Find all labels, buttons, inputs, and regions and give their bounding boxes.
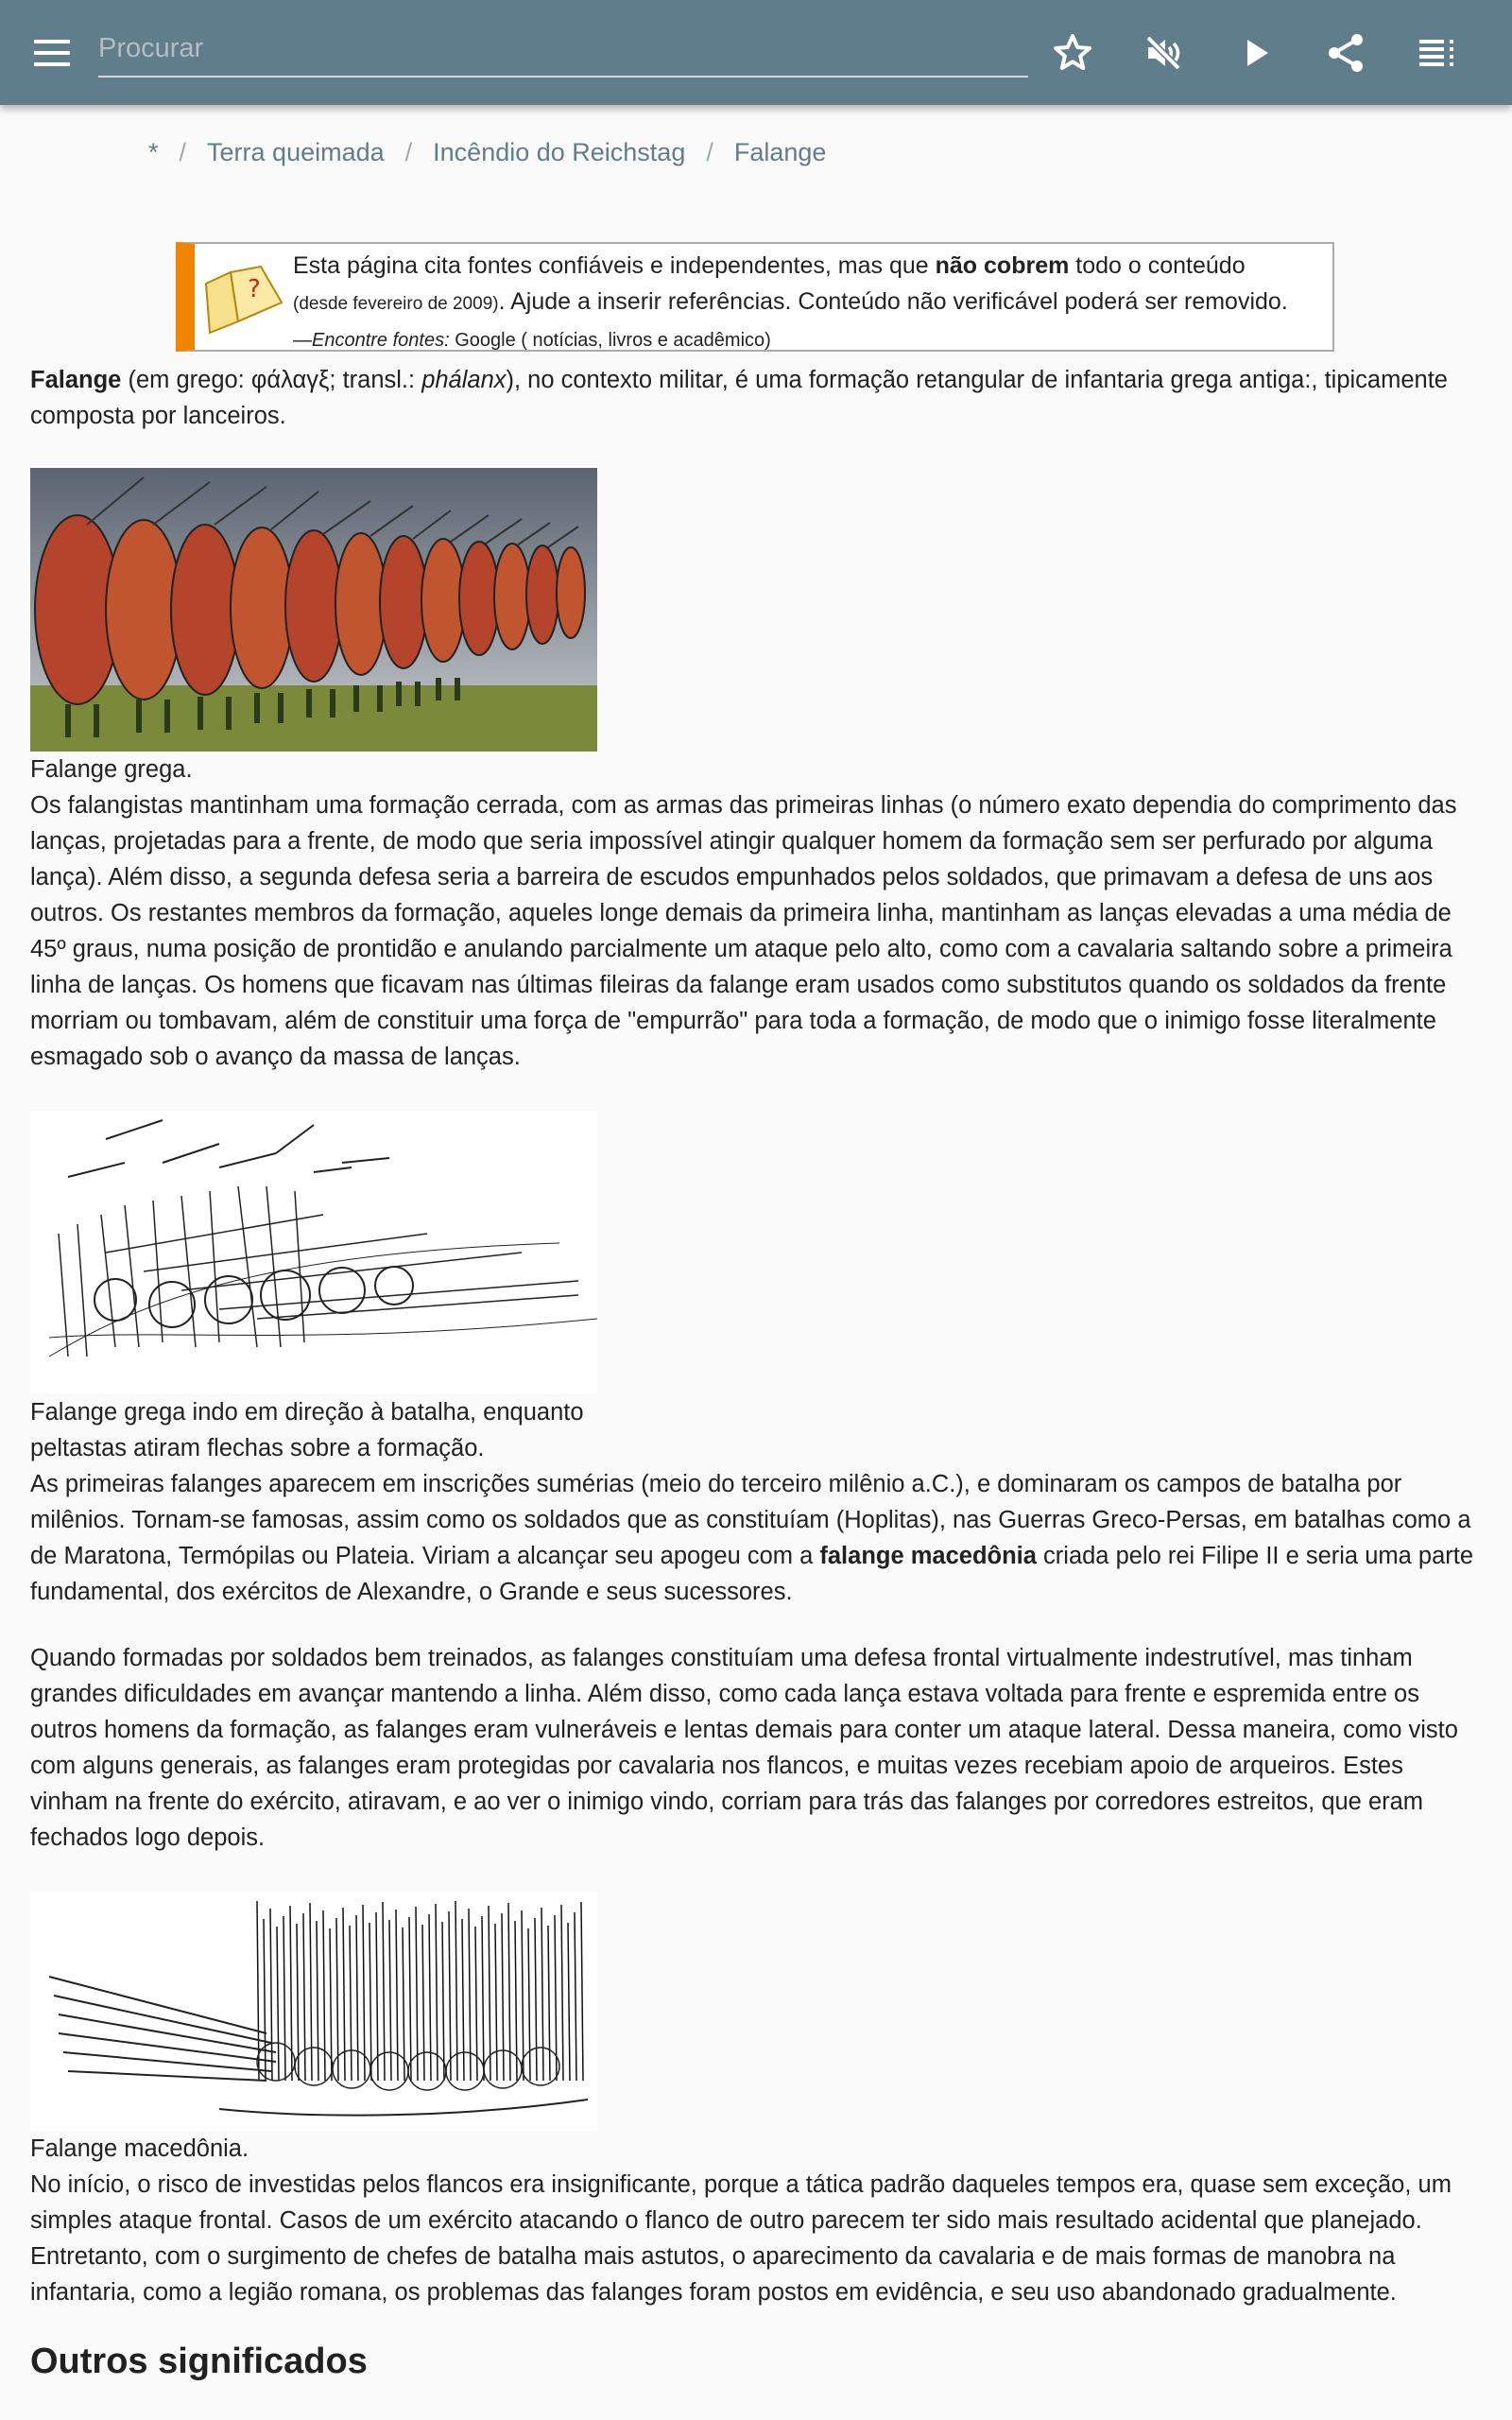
paragraph: No início, o risco de investidas pelos flancos era insignificante, porque a tática padrão daqueles tempos era, quase sem exceção, um simples ataque frontal. Casos de um exército atacando o flanco de outro parecem ter sido mais resultado acidental que planejado. Entretanto, com o surgimento de chefes de batalha mais astutos, o aparecimento da cavalaria e de mais formas de manobra na infantaria, como a legião romana, os problemas das falanges foram postos em evidência, e seu uso abandonado gradualmente. — [30, 2171, 1452, 2306]
notice-text: todo o conteúdo — [1069, 252, 1246, 279]
image-caption: Falange macedônia. — [30, 2135, 249, 2162]
top-app-bar — [0, 0, 1512, 105]
paragraph — [30, 1466, 1486, 1610]
notice-text: Esta página cita fontes confiáveis e independentes, mas que — [293, 252, 936, 279]
breadcrumb-falange[interactable]: Falange — [733, 138, 827, 166]
volume-off-icon[interactable] — [1141, 30, 1186, 76]
caption-line: Falange grega indo em direção à batalha, enquanto — [30, 1399, 584, 1426]
phalanx-battle-drawing[interactable] — [30, 1111, 597, 1394]
notice-bold: não cobrem — [935, 252, 1070, 279]
breadcrumb-separator: / — [706, 138, 713, 166]
text: criada pelo rei Filipe II e seria uma parte fundamental, dos exércitos de Alexandre, o Grande e seus sucessores. — [30, 1543, 1474, 1605]
playlist-icon[interactable] — [1414, 30, 1459, 76]
breadcrumb-separator: / — [404, 138, 413, 166]
play-icon[interactable] — [1232, 30, 1278, 76]
article-term: Falange — [30, 367, 122, 393]
macedonian-phalanx-drawing[interactable] — [30, 1892, 597, 2131]
breadcrumb-terra-queimada[interactable]: Terra queimada — [207, 138, 385, 166]
image-caption — [30, 1394, 1486, 1466]
star-icon[interactable] — [1050, 30, 1095, 76]
notice-date: (desde fevereiro de 2009) — [293, 294, 499, 314]
section-heading: Outros significados — [30, 2342, 368, 2381]
sources-notice-box — [176, 242, 1334, 352]
image-caption: Falange grega. — [30, 756, 193, 783]
bold-term: falange macedônia — [819, 1543, 1037, 1569]
text: ), no contexto militar, é uma formação retangular de infantaria grega antiga:, tipicamente composta por lanceiros. — [30, 367, 1448, 429]
notice-dash: — — [293, 330, 312, 351]
transliteration: phálanx — [421, 367, 507, 393]
svg-text:?: ? — [248, 275, 261, 303]
text: As primeiras falanges aparecem em inscrições sumérias (meio do terceiro milênio a.C.), e dominaram os campos de batalha por milênios. Tornam-se famosas, assim como os soldados que as constituíam (Hoplitas), nas Guerras Greco-Persas, em batalhas como a de Maratona, Termópilas ou Plateia. Viriam a alcançar seu apogeu com a — [30, 1471, 1471, 1569]
breadcrumb-incendio-reichstag[interactable]: Incêndio do Reichstag — [433, 138, 686, 166]
intro-paragraph — [30, 362, 1486, 434]
breadcrumb — [148, 138, 826, 167]
search-input[interactable] — [98, 21, 1028, 78]
paragraph: Os falangistas mantinham uma formação cerrada, com as armas das primeiras linhas (o número exato dependia do comprimento das lanças, projetadas para a frente, de modo que seria impossível atingir qualquer homem da formação sem ser perfurado por alguma lança). Além disso, a segunda defesa seria a barreira de escudos empunhados pelos soldados, que primavam a defesa de uns aos outros. Os restantes membros da formação, aqueles longe demais da primeira linha, mantinham as lanças elevadas a uma média de 45º graus, numa posição de prontidão e anulando parcialmente um ataque pelo alto, como com a cavalaria saltando sobre a primeira linha de lanças. Os homens que ficavam nas últimas fileiras da falange eram usados como substitutos quando os soldados da frente morriam ou tombavam, além de constituir uma força de "empurrão" para toda a formação, de modo que o inimigo fosse literalmente esmagado sob o avanço da massa de lanças. — [30, 792, 1457, 1070]
text: (em grego: φάλαγξ; transl.: — [121, 367, 422, 393]
breadcrumb-home[interactable]: * — [148, 138, 159, 166]
breadcrumb-separator: / — [179, 138, 187, 166]
article-content — [30, 362, 1486, 2384]
caption-line: peltastas atiram flechas sobre a formação. — [30, 1435, 485, 1461]
notice-find-sources-links[interactable]: Google ( notícias, livros e acadêmico) — [449, 330, 771, 351]
notice-find-sources-label: Encontre fontes: — [312, 330, 450, 351]
paragraph: Quando formadas por soldados bem treinados, as falanges constituíam uma defesa frontal virtualmente indestrutível, mas tinham grandes dificuldades em avançar mantendo a linha. Além disso, como cada lança estava voltada para frente e espremida entre os outros homens da formação, as falanges eram vulneráveis e lentas demais para conter um ataque lateral. Dessa maneira, como visto com alguns generais, as falanges eram protegidas por cavalaria nos flancos, e muitas vezes recebiam apoio de arqueiros. Estes vinham na frente do exército, atiravam, e ao ver o inimigo vindo, corriam para trás das falanges por corredores estreitos, que eram fechados logo depois. — [30, 1645, 1458, 1851]
share-icon[interactable] — [1323, 30, 1368, 76]
notice-text: . Ajude a inserir referências. Conteúdo não verificável poderá ser removido. — [498, 288, 1288, 315]
greek-phalanx-image[interactable] — [30, 468, 597, 752]
menu-icon[interactable] — [34, 40, 70, 66]
book-question-icon — [202, 265, 287, 340]
